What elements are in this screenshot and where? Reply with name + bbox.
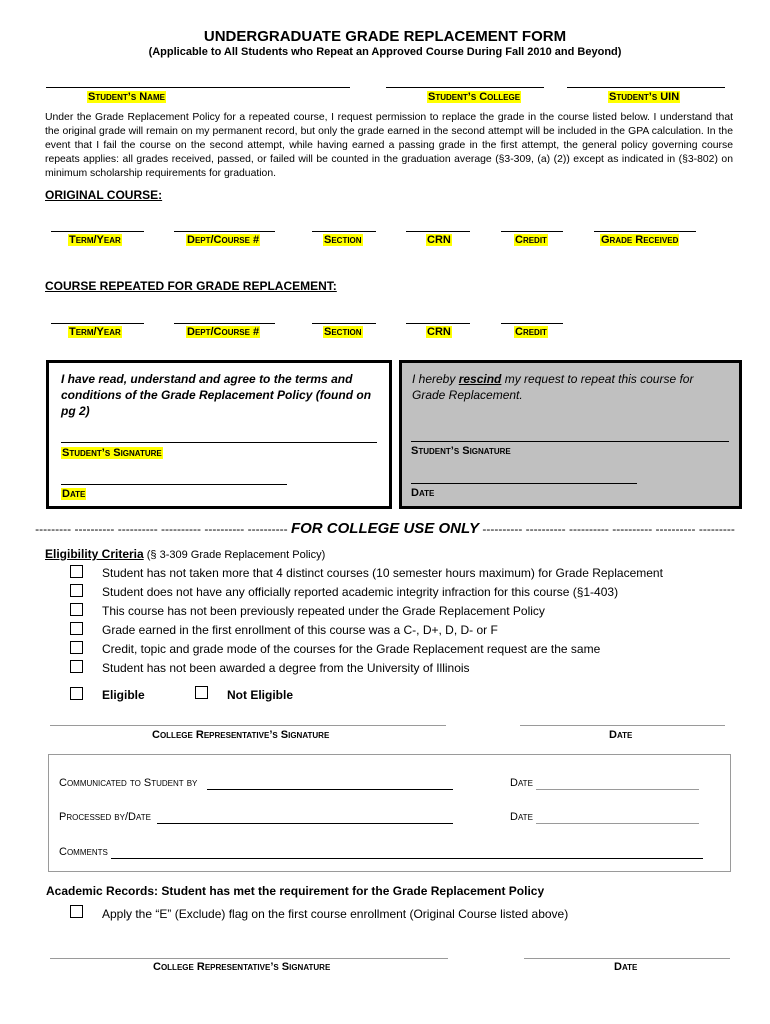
records-rep-signature-field[interactable] <box>50 958 448 959</box>
rescind-signature-label: Student’s Signature <box>411 445 511 457</box>
not-eligible-checkbox[interactable] <box>195 686 208 699</box>
rep-dept-course-field[interactable] <box>174 323 275 324</box>
student-name-field[interactable] <box>46 87 350 88</box>
records-rep-date-label: Date <box>614 961 638 973</box>
academic-records-heading: Academic Records: Student has met the requirement for the Grade Replacement Policy <box>46 884 545 898</box>
rep-crn-label: CRN <box>427 326 451 338</box>
orig-credit-field[interactable] <box>501 231 563 232</box>
student-uin-label: Student’s UIN <box>609 91 680 103</box>
orig-grade-field[interactable] <box>594 231 696 232</box>
rescind-date-label: Date <box>411 487 435 499</box>
criteria-checkbox-6[interactable] <box>70 660 83 673</box>
rep-term-label: Term/Year <box>69 326 121 338</box>
eligibility-heading: Eligibility Criteria (§ 3-309 Grade Replacement Policy) <box>45 547 326 561</box>
criteria-item-4: Grade earned in the first enrollment of this course was a C-, D+, D, D- or F <box>102 623 498 637</box>
criteria-checkbox-4[interactable] <box>70 622 83 635</box>
communicated-date-field[interactable] <box>536 789 699 790</box>
student-name-label: Student’s Name <box>88 91 165 103</box>
student-college-label: Student’s College <box>428 91 521 103</box>
rep-crn-field[interactable] <box>406 323 470 324</box>
rescind-box <box>399 360 742 509</box>
processed-label: Processed by/Date <box>59 811 151 823</box>
exclude-flag-checkbox[interactable] <box>70 905 83 918</box>
records-rep-date-field[interactable] <box>524 958 730 959</box>
agree-date-field[interactable] <box>61 484 287 485</box>
eligible-label: Eligible <box>102 688 145 702</box>
criteria-item-2: Student does not have any officially reported academic integrity infraction for this course (§1-403) <box>102 585 619 599</box>
form-subtitle: (Applicable to All Students who Repeat an Approved Course During Fall 2010 and Beyond) <box>148 46 622 58</box>
criteria-item-5: Credit, topic and grade mode of the courses for the Grade Replacement request are the same <box>102 642 601 656</box>
college-rep-date-field[interactable] <box>520 725 725 726</box>
orig-term-label: Term/Year <box>69 234 121 246</box>
communicated-field[interactable] <box>207 789 453 790</box>
process-box <box>48 754 731 872</box>
rep-dept-course-label: Dept/Course # <box>187 326 260 338</box>
processed-date-label: Date <box>510 811 533 823</box>
college-rep-signature-field[interactable] <box>50 725 446 726</box>
criteria-checkbox-5[interactable] <box>70 641 83 654</box>
form-title: UNDERGRADUATE GRADE REPLACEMENT FORM <box>203 28 567 45</box>
orig-dept-course-field[interactable] <box>174 231 275 232</box>
agree-signature-field[interactable] <box>61 442 377 443</box>
criteria-item-1: Student has not taken more that 4 distinct courses (10 semester hours maximum) for Grade Replacement <box>102 566 663 580</box>
communicated-date-label: Date <box>510 777 533 789</box>
exclude-flag-item: Apply the “E” (Exclude) flag on the first course enrollment (Original Course listed above) <box>102 907 569 921</box>
agree-box <box>46 360 392 509</box>
agree-signature-label: Student’s Signature <box>62 447 162 459</box>
processed-field[interactable] <box>157 823 453 824</box>
criteria-item-6: Student has not been awarded a degree from the University of Illinois <box>102 661 470 675</box>
student-college-field[interactable] <box>386 87 544 88</box>
rescind-text: I hereby rescind my request to repeat this course for Grade Replacement. <box>412 372 694 402</box>
orig-crn-field[interactable] <box>406 231 470 232</box>
rep-section-label: Section <box>324 326 362 338</box>
orig-section-field[interactable] <box>312 231 376 232</box>
orig-crn-label: CRN <box>427 234 451 246</box>
criteria-checkbox-1[interactable] <box>70 565 83 578</box>
repeated-course-heading: COURSE REPEATED FOR GRADE REPLACEMENT: <box>45 279 337 293</box>
criteria-checkbox-2[interactable] <box>70 584 83 597</box>
criteria-item-3: This course has not been previously repeated under the Grade Replacement Policy <box>102 604 545 618</box>
orig-dept-course-label: Dept/Course # <box>187 234 260 246</box>
not-eligible-label: Not Eligible <box>227 688 293 702</box>
original-course-heading: ORIGINAL COURSE: <box>45 188 163 202</box>
orig-grade-label: Grade Received <box>601 234 679 246</box>
college-rep-date-label: Date <box>609 729 633 741</box>
eligible-checkbox[interactable] <box>70 687 83 700</box>
agree-text: I have read, understand and agree to the terms and conditions of the Grade Replacement Policy (found on pg 2) <box>61 372 372 418</box>
policy-paragraph: Under the Grade Replacement Policy for a repeated course, I request permission to replace the grade in the course listed below. I understand that the original grade will remain on my permanent record, but only the grade earned in the second attempt will be included in the GPA calculation. In the event that I fail the course on the second attempt, while having earned a passing grade in the first attempt, the general policy governing course repeats applies: all grades received, passed, or failed will be counted in the graduation average (§3-309, (a) (2)) except as indicated in (§3-802) on minimum scholarship requirements for graduation. <box>45 112 733 179</box>
processed-date-field[interactable] <box>536 823 699 824</box>
rescind-emphasis: rescind <box>458 372 502 386</box>
comments-label: Comments <box>59 846 108 858</box>
orig-credit-label: Credit <box>515 234 547 246</box>
criteria-checkbox-3[interactable] <box>70 603 83 616</box>
orig-term-field[interactable] <box>51 231 144 232</box>
comments-field[interactable] <box>111 858 703 859</box>
student-uin-field[interactable] <box>567 87 725 88</box>
rep-section-field[interactable] <box>312 323 376 324</box>
records-rep-signature-label: College Representative’s Signature <box>153 961 331 973</box>
rescind-date-field[interactable] <box>411 483 637 484</box>
college-use-label: FOR COLLEGE USE ONLY <box>290 520 480 537</box>
rep-credit-field[interactable] <box>501 323 563 324</box>
college-rep-signature-label: College Representative’s Signature <box>152 729 330 741</box>
agree-date-label: Date <box>62 488 86 500</box>
rep-credit-label: Credit <box>515 326 547 338</box>
rescind-signature-field[interactable] <box>411 441 729 442</box>
orig-section-label: Section <box>324 234 362 246</box>
rep-term-field[interactable] <box>51 323 144 324</box>
college-use-divider: --------- ---------- ---------- ---------- ---------- ---------- FOR COLLEGE USE ONLY ---------- ---------- ---------- ---------- ---------- --------- <box>35 520 735 537</box>
communicated-label: Communicated to Student by <box>59 777 198 789</box>
